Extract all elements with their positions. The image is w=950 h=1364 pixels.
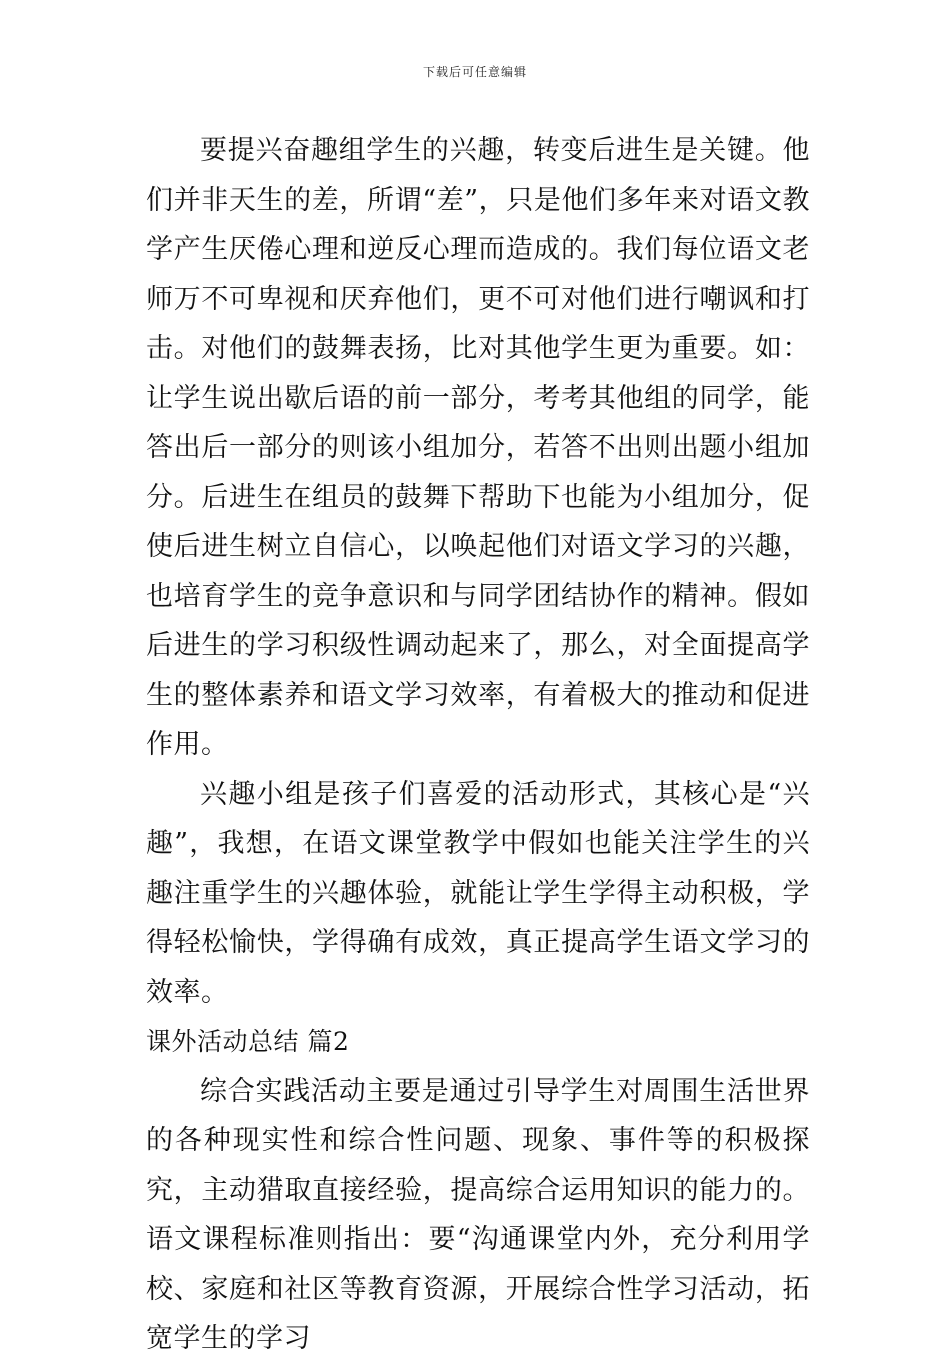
paragraph: 要提兴奋趣组学生的兴趣，转变后进生是关键。他们并非天生的差，所谓“差”，只是他们多年来对语文教学产生厌倦心理和逆反心理而造成的。我们每位语文老师万不可卑视和厌弃他们，更不可对他们进行嘲讽和打击。对他们的鼓舞表扬，比对其他学生更为重要。如：让学生说出歇后语的前一部分，考考其他组的同学，能答出后一部分的则该小组加分，若答不出则出题小组加分。后进生在组员的鼓舞下帮助下也能为小组加分，促使后进生树立自信心，以唤起他们对语文学习的兴趣，也培育学生的竞争意识和与同学团结协作的精神。假如后进生的学习积级性调动起来了，那么，对全面提高学生的整体素养和语文学习效率，有着极大的推动和促进作用。: [146, 135, 810, 760]
paragraph: 兴趣小组是孩子们喜爱的活动形式，其核心是“兴趣”，我想，在语文课堂教学中假如也能关注学生的兴趣注重学生的兴趣体验，就能让学生学得主动积极，学得轻松愉快，学得确有成效，真正提高学生语文学习的效率。: [146, 778, 810, 1008]
paragraph: 综合实践活动主要是通过引导学生对周围生活世界的各种现实性和综合性问题、现象、事件等的积极探究，主动猎取直接经验，提高综合运用知识的能力的。语文课程标准则指出：要“沟通课堂内外，充分利用学校、家庭和社区等教育资源，开展综合性学习活动，拓宽学生的学习: [146, 1075, 810, 1354]
section-heading: 课外活动总结 篇2: [146, 1027, 350, 1056]
document-body: [146, 126, 810, 1364]
page-header: 下载后可任意编辑: [422, 65, 527, 79]
